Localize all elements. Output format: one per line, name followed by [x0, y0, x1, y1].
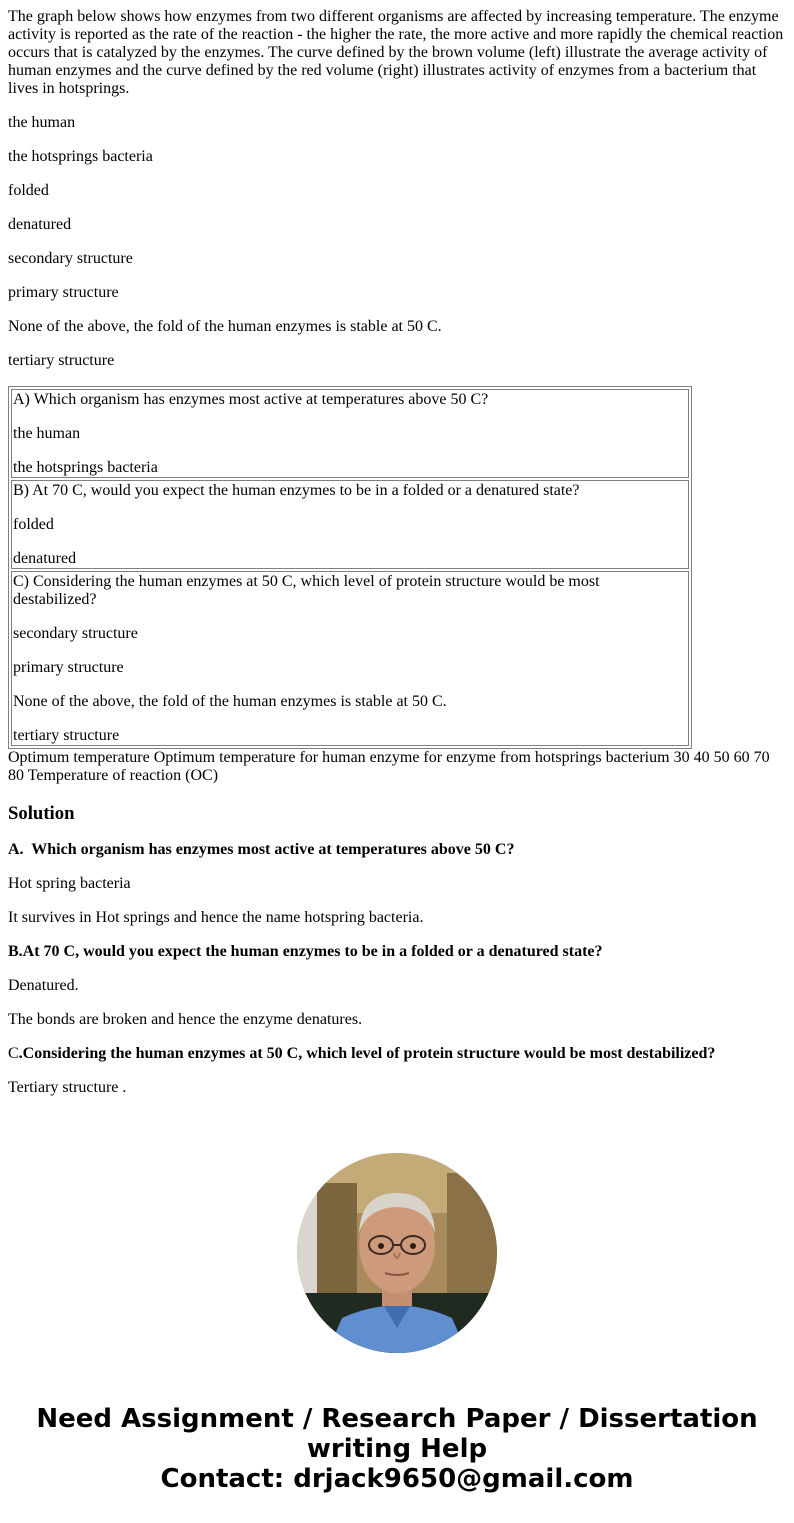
option-text: folded — [8, 182, 49, 199]
solution-heading: Solution — [8, 803, 75, 824]
promo-line-2: writing Help — [306, 1434, 488, 1464]
author-portrait-image — [297, 1153, 497, 1353]
table-row — [11, 480, 689, 569]
solution-a-explanation: It survives in Hot springs and hence the name hotspring bacteria. — [8, 909, 424, 926]
solution-b-explanation: The bonds are broken and hence the enzyme denatures. — [8, 1011, 363, 1028]
solution-c-question — [8, 1045, 786, 1063]
option-text: the hotsprings bacteria — [8, 148, 153, 165]
solution-a-question-text: Which organism has enzymes most active at temperatures above 50 C? — [31, 841, 515, 858]
question-c-option: primary structure — [13, 659, 124, 676]
solution-a-question — [8, 841, 786, 859]
option-text: primary structure — [8, 284, 119, 301]
question-c-option: secondary structure — [13, 625, 138, 642]
option-text: the human — [8, 114, 76, 131]
question-a-option: the human — [13, 425, 81, 442]
question-a-prompt: A) Which organism has enzymes most active at temperatures above 50 C? — [13, 391, 489, 408]
solution-a-answer: Hot spring bacteria — [8, 875, 131, 892]
solution-a-prefix: A. — [8, 841, 32, 858]
table-row — [11, 389, 689, 478]
question-b-option: folded — [13, 516, 54, 533]
option-text: secondary structure — [8, 250, 133, 267]
table-cell-question-c — [11, 571, 689, 746]
question-intro: The graph below shows how enzymes from two different organisms are affected by increasing temperature. The enzyme activity is reported as the rate of the reaction - the higher the rate, the more active and more rapidly the chemical reaction occurs that is catalyzed by the enzymes. The curve defined by the brown volume (left) illustrate the average activity of human enzymes and the curve defined by the red volume (right) illustrates activity of enzymes from a bacterium that lives in hotsprings. — [8, 8, 784, 97]
solution-b-question — [8, 943, 786, 961]
option-text: denatured — [8, 216, 72, 233]
question-c-option: tertiary structure — [13, 727, 120, 744]
promo-banner — [0, 1404, 794, 1494]
promo-line-1: Need Assignment / Research Paper / Dissertation — [36, 1404, 758, 1434]
option-text: tertiary structure — [8, 352, 115, 369]
solution-c-answer: Tertiary structure . — [8, 1079, 127, 1096]
solution-b-answer: Denatured. — [8, 977, 79, 994]
graph-caption-text: Optimum temperature Optimum temperature for human enzyme for enzyme from hotsprings bacterium 30 40 50 60 70 80 Temperature of reaction (OC) — [8, 749, 770, 784]
solution-c-question-text: .Considering the human enzymes at 50 C, which level of protein structure would be most destabilized? — [18, 1045, 716, 1062]
option-text: None of the above, the fold of the human enzymes is stable at 50 C. — [8, 318, 442, 335]
question-c-prompt: C) Considering the human enzymes at 50 C, which level of protein structure would be most destabilized? — [13, 573, 600, 608]
question-a-option: the hotsprings bacteria — [13, 459, 158, 476]
solution-c-prefix: C — [8, 1045, 19, 1062]
promo-contact-line: Contact: drjack9650@gmail.com — [160, 1464, 634, 1494]
table-row — [11, 571, 689, 746]
author-avatar — [297, 1153, 497, 1353]
table-cell-question-b — [11, 480, 689, 569]
solution-b-question-text: B.At 70 C, would you expect the human enzymes to be in a folded or a denatured state? — [8, 943, 603, 960]
table-cell-question-a — [11, 389, 689, 478]
question-b-option: denatured — [13, 550, 77, 567]
question-b-prompt: B) At 70 C, would you expect the human enzymes to be in a folded or a denatured state? — [13, 482, 580, 499]
document-body — [8, 8, 786, 1113]
question-c-option: None of the above, the fold of the human enzymes is stable at 50 C. — [13, 693, 447, 710]
question-table — [8, 386, 692, 749]
